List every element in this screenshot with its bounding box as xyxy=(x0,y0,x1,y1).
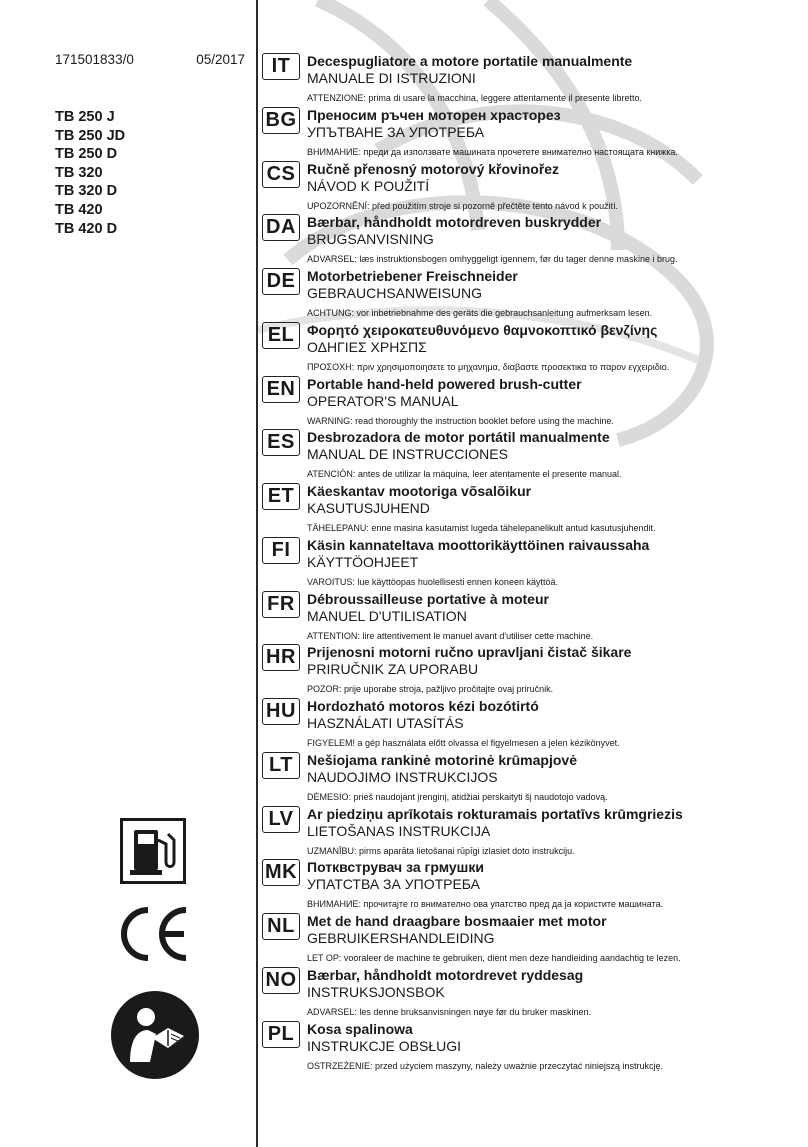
language-title: Ar piedziņu aprīkotais rokturamais portatīvs krūmgriezis xyxy=(307,805,683,822)
language-subtitle: MANUALE DI ISTRUZIONI xyxy=(307,70,476,86)
language-code: FR xyxy=(262,591,300,618)
language-subtitle: ΟΔΗΓΙΕΣ ΧΡΗΣΠΣ xyxy=(307,338,427,355)
language-subtitle: NAUDOJIMO INSTRUKCIJOS xyxy=(307,768,498,785)
model-list xyxy=(55,108,125,238)
language-subtitle: MANUAL DE INSTRUCCIONES xyxy=(307,446,508,463)
language-title: Преносим ръчен моторен храсторез xyxy=(307,106,561,123)
model-item: TB 320 D xyxy=(55,183,118,200)
language-warning: DĖMESIO: prieš naudojant įrenginį, atidžiai perskaityti šį naudotojo vadovą. xyxy=(307,791,608,802)
language-subtitle: KASUTUSJUHEND xyxy=(307,500,430,516)
language-entry-nl xyxy=(262,913,752,967)
language-code: HR xyxy=(262,644,300,671)
language-subtitle: GEBRUIKERSHANDLEIDING xyxy=(307,930,495,946)
language-entry-fi xyxy=(262,537,752,591)
language-warning: ΠΡΟΣΟΧΗ: πριν χρησιμοποιησετε το μηχανημα, διαβαστε προσεκτικα το παρον εγχειριδιο. xyxy=(307,361,670,372)
language-code: LV xyxy=(262,806,300,833)
language-warning: ATTENTION: lire attentivement le manuel avant d'utiliser cette machine. xyxy=(307,630,594,641)
language-code: EL xyxy=(262,322,300,349)
language-warning: FIGYELEM! a gép használata előtt olvassa el figyelmesen a jelen kézikönyvet. xyxy=(307,738,620,748)
language-title: Motorbetriebener Freischneider xyxy=(307,268,518,284)
language-warning: UPOZORNĚNÍ: před použitím stroje si pozorně přečtěte tento návod k použití. xyxy=(307,200,619,211)
language-warning: ADVARSEL: les denne bruksanvisningen nøye før du bruker maskinen. xyxy=(307,1006,591,1017)
language-entry-hu xyxy=(262,698,752,752)
language-code: LT xyxy=(262,752,300,779)
language-entry-hr xyxy=(262,644,752,698)
language-code: IT xyxy=(262,53,300,80)
language-code: EN xyxy=(262,376,300,403)
language-entry-el xyxy=(262,322,752,376)
language-entry-pl xyxy=(262,1021,752,1075)
language-entry-es xyxy=(262,429,752,483)
language-subtitle: NÁVOD K POUŽITÍ xyxy=(307,177,430,194)
language-title: Потквструвач за грмушки xyxy=(307,859,484,876)
language-subtitle: INSTRUKCJE OBSŁUGI xyxy=(307,1037,462,1054)
language-warning: ВНИМАНИЕ: преди да използвате машината прочетете внимателно настоящата книжка. xyxy=(307,146,678,157)
column-divider xyxy=(256,0,258,1147)
language-title: Débroussailleuse portative à moteur xyxy=(307,590,549,607)
language-title: Decespugliatore a motore portatile manualmente xyxy=(307,53,633,69)
model-item: TB 250 D xyxy=(55,146,118,163)
document-code: 171501833/0 xyxy=(55,52,134,67)
language-subtitle: PRIRUČNIK ZA UPORABU xyxy=(307,661,479,678)
language-entry-de xyxy=(262,268,752,322)
language-title: Prijenosni motorni ručno upravljani čistač šikare xyxy=(307,644,632,661)
language-entry-it xyxy=(262,53,752,107)
language-warning: ATENCIÓN: antes de utilizar la máquina, leer atentamente el presente manual. xyxy=(307,469,622,480)
language-entry-fr xyxy=(262,591,752,645)
model-item: TB 250 JD xyxy=(55,127,126,144)
language-subtitle: УПЪТВАНЕ ЗА УПОТРЕБА xyxy=(307,123,485,140)
language-entry-lv xyxy=(262,806,752,860)
language-warning: LET OP: vooraleer de machine te gebruiken, dient men deze handleiding aandachtig te lezen. xyxy=(307,953,681,963)
document-meta xyxy=(55,52,245,67)
language-warning: ADVARSEL: læs instruktionsbogen omhyggeligt igennem, før du tager denne maskine i brug. xyxy=(307,254,678,265)
language-title: Kosa spalinowa xyxy=(307,1020,413,1037)
fuel-pump-icon xyxy=(120,818,186,884)
language-code: ES xyxy=(262,429,300,456)
language-subtitle: LIETOŠANAS INSTRUKCIJA xyxy=(307,822,491,839)
language-code: BG xyxy=(262,107,300,134)
language-code: NL xyxy=(262,913,300,940)
language-code: CS xyxy=(262,161,300,188)
language-subtitle: INSTRUKSJONSBOK xyxy=(307,983,445,1000)
language-code: PL xyxy=(262,1021,300,1048)
language-code: FI xyxy=(262,537,300,564)
language-code: DE xyxy=(262,268,300,295)
language-entry-en xyxy=(262,376,752,430)
language-warning: VAROITUS: lue käyttöopas huolellisesti ennen koneen käyttöä. xyxy=(307,576,558,587)
language-entry-bg xyxy=(262,107,752,161)
model-item: TB 420 xyxy=(55,201,103,218)
model-item: TB 250 J xyxy=(55,109,115,125)
read-manual-icon xyxy=(110,990,200,1080)
language-title: Bærbar, håndholdt motordrevet ryddesag xyxy=(307,966,584,983)
language-title: Bærbar, håndholdt motordreven buskrydder xyxy=(307,214,602,231)
language-title: Φορητό χειροκατευθυνόμενο θαμνοκοπτικό βενζίνης xyxy=(307,321,658,338)
language-entry-mk xyxy=(262,859,752,913)
language-code: NO xyxy=(262,967,300,994)
language-warning: ACHTUNG: vor inbetriebnahme des geräts die gebrauchsanleitung aufmerksam lesen. xyxy=(307,308,653,318)
ce-mark-icon xyxy=(116,904,192,964)
language-code: MK xyxy=(262,859,300,886)
language-title: Ručně přenosný motorový křovinořez xyxy=(307,160,560,177)
language-entry-da xyxy=(262,214,752,268)
language-title: Met de hand draagbare bosmaaier met motor xyxy=(307,913,607,929)
language-subtitle: OPERATOR'S MANUAL xyxy=(307,392,459,409)
model-item: TB 320 xyxy=(55,164,103,181)
language-entry-lt xyxy=(262,752,752,806)
language-warning: ATTENZIONE: prima di usare la macchina, leggere attentamente il presente libretto. xyxy=(307,93,642,103)
language-entry-cs xyxy=(262,161,752,215)
language-warning: WARNING: read thoroughly the instruction booklet before using the machine. xyxy=(307,415,614,426)
language-warning: POZOR: prije uporabe stroja, pažljivo pročitajte ovaj priručnik. xyxy=(307,684,554,695)
language-title: Hordozható motoros kézi bozótirtó xyxy=(307,698,539,714)
language-entry-et xyxy=(262,483,752,537)
language-code: DA xyxy=(262,214,300,241)
model-item: TB 420 D xyxy=(55,220,118,237)
language-subtitle: УПАТСТВА ЗА УПОТРЕБА xyxy=(307,876,481,893)
language-list xyxy=(262,53,752,1074)
language-code: ET xyxy=(262,483,300,510)
language-subtitle: HASZNÁLATI UTASÍTÁS xyxy=(307,715,464,731)
language-entry-no xyxy=(262,967,752,1021)
language-warning: ВНИМАНИЕ: прочитајте го внимателно ова упатство пред да ја користите машината. xyxy=(307,899,664,910)
language-title: Nešiojama rankinė motorinė krūmapjovė xyxy=(307,751,577,768)
language-title: Portable hand-held powered brush-cutter xyxy=(307,375,582,392)
language-subtitle: MANUEL D'UTILISATION xyxy=(307,607,467,624)
language-subtitle: BRUGSANVISNING xyxy=(307,231,434,248)
language-title: Käsin kannateltava moottorikäyttöinen raivaussaha xyxy=(307,536,650,553)
language-title: Desbrozadora de motor portátil manualmente xyxy=(307,429,610,446)
language-warning: UZMANĪBU: pirms aparāta lietošanai rūpīgi izlasiet doto instrukciju. xyxy=(307,845,575,856)
language-code: HU xyxy=(262,698,300,725)
language-subtitle: GEBRAUCHSANWEISUNG xyxy=(307,285,483,301)
language-title: Käeskantav mootoriga võsalõikur xyxy=(307,483,532,499)
language-warning: OSTRZEŻENIE: przed użyciem maszyny, należy uważnie przeczytać niniejszą instrukcję. xyxy=(307,1060,663,1071)
language-warning: TÄHELEPANU: enne masina kasutamist lugeda tähelepanelikult antud kasutusjuhendit. xyxy=(307,523,656,533)
language-subtitle: KÄYTTÖOHJEET xyxy=(307,553,419,570)
document-date: 05/2017 xyxy=(196,52,245,67)
